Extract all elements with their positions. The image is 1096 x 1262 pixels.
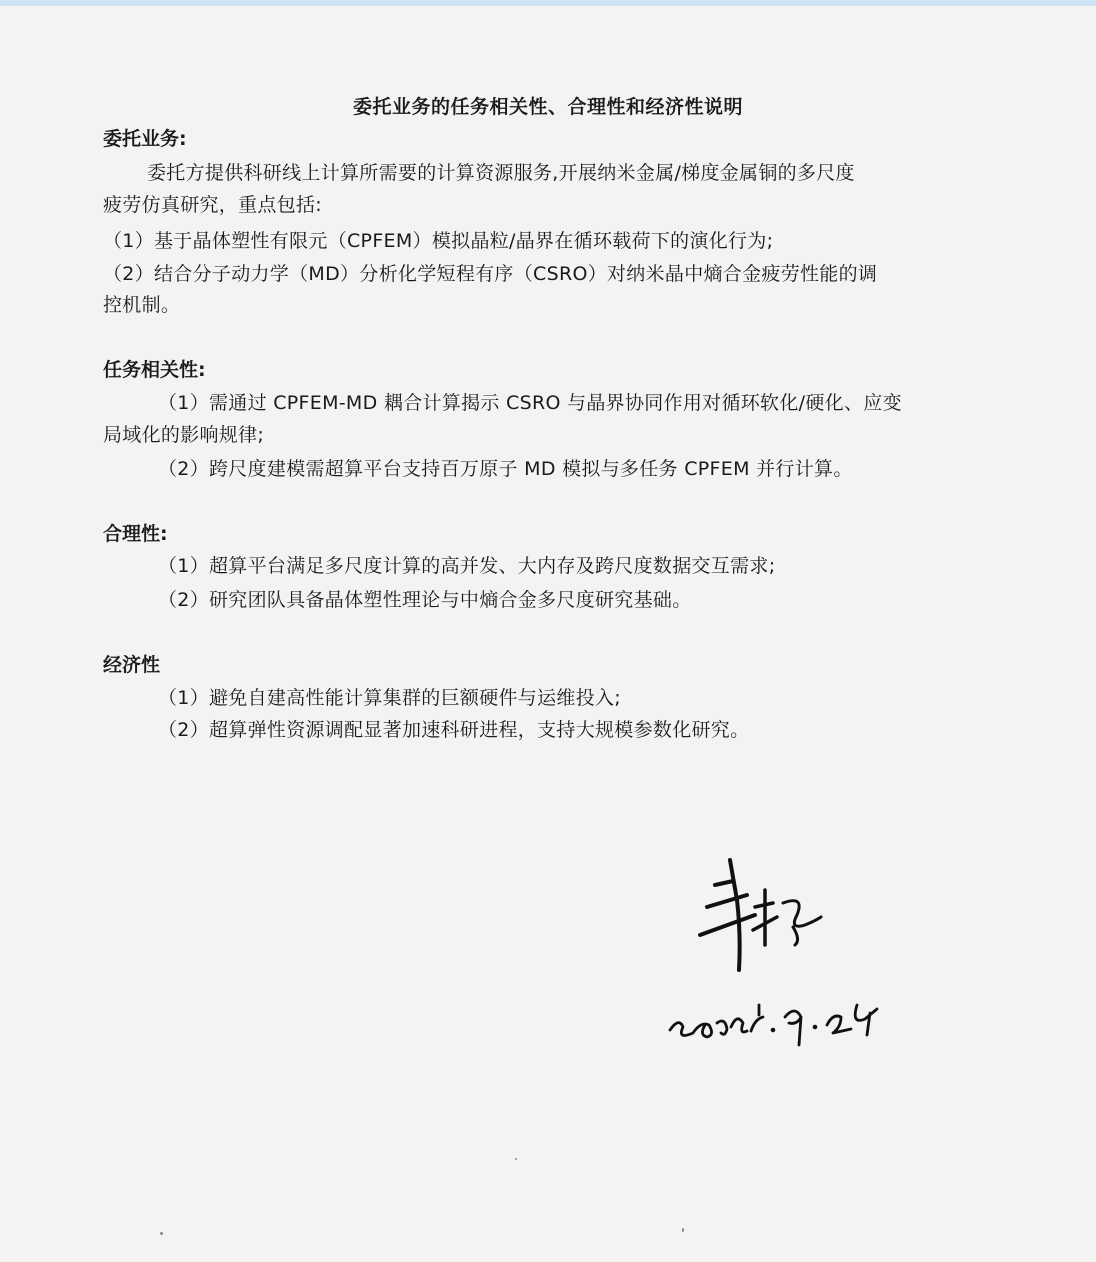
economy-line-1: （1）避免自建高性能计算集群的巨额硬件与运维投入; <box>158 687 621 709</box>
business-line-1: 委托方提供科研线上计算所需要的计算资源服务,开展纳米金属/梯度金属铜的多尺度 <box>147 162 855 184</box>
document-title: 委托业务的任务相关性、合理性和经济性说明 <box>352 96 743 118</box>
relevance-line-2: 局域化的影响规律; <box>103 424 265 446</box>
rationality-line-2: （2）研究团队具备晶体塑性理论与中熵合金多尺度研究基础。 <box>158 589 692 611</box>
section-heading-relevance: 任务相关性: <box>103 359 206 381</box>
relevance-line-3: （2）跨尺度建模需超算平台支持百万原子 MD 模拟与多任务 CPFEM 并行计算。 <box>158 458 853 480</box>
rationality-line-1: （1）超算平台满足多尺度计算的高并发、大内存及跨尺度数据交互需求; <box>158 555 776 577</box>
business-line-2: 疲劳仿真研究，重点包括: <box>103 194 323 216</box>
paper-speck <box>682 1228 684 1232</box>
handwritten-signature <box>655 845 935 1065</box>
paper-speck <box>160 1232 163 1235</box>
section-heading-economy: 经济性 <box>103 654 161 676</box>
section-heading-business: 委托业务: <box>103 128 187 150</box>
section-heading-rationality: 合理性: <box>103 523 168 545</box>
business-line-4: （2）结合分子动力学（MD）分析化学短程有序（CSRO）对纳米晶中熵合金疲劳性能的调 <box>103 263 878 285</box>
relevance-line-1: （1）需通过 CPFEM-MD 耦合计算揭示 CSRO 与晶界协同作用对循环软化/硬化、应变 <box>158 392 902 414</box>
business-line-5: 控机制。 <box>103 294 181 316</box>
economy-line-2: （2）超算弹性资源调配显著加速科研进程，支持大规模参数化研究。 <box>158 719 750 741</box>
paper-speck <box>515 1158 517 1160</box>
business-line-3: （1）基于晶体塑性有限元（CPFEM）模拟晶粒/晶界在循环载荷下的演化行为; <box>103 230 774 252</box>
